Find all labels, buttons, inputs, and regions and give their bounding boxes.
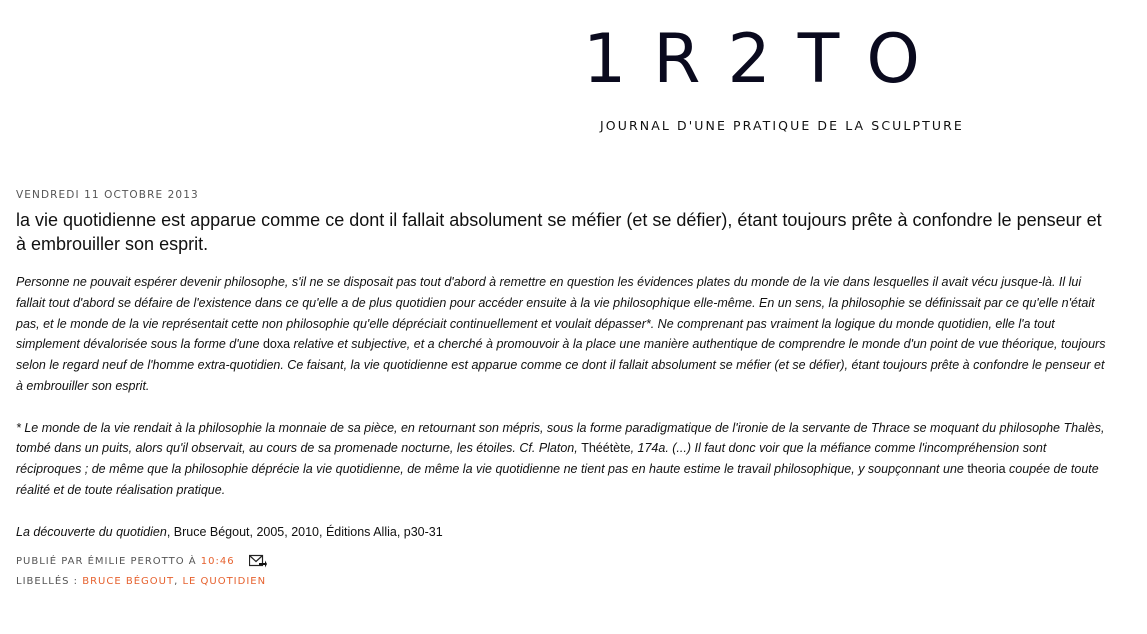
paragraph-spacer: [16, 397, 1111, 418]
labels-prefix: LIBELLÉS :: [16, 576, 83, 588]
theetete-term: Théétète: [581, 441, 631, 456]
source-book-title: La découverte du quotidien: [16, 524, 167, 539]
paragraph-text: Personne ne pouvait espérer devenir philosophe, s'il ne se disposait pas tout d'abord à remettre en question les évidences plates du monde de la vie dans lesquelles il avait vécu jusque-là. Il lui fallait tout d'abord se défaire de l'existence dans ce qu'elle a de plus quotidien pour accéder ensuite à la vie philosophique elle-même. En un sens, la philosophie se définissait par ce qu'elle n'était pas, et le monde de la vie représentait cette non philosophie qu'elle dépréciait continuellement et voulait dépasser*. Ne comprenant pas vraiment la logique du monde quotidien, elle l'a tout simplement dévalorisée sous la forme d'une: [16, 275, 1095, 352]
footnote-text: coupée de toute réalité et de toute réalisation pratique.: [16, 462, 1099, 497]
post-footer: [16, 552, 1111, 592]
footnote-paragraph: [16, 418, 1111, 501]
post-title: la vie quotidienne est apparue comme ce dont il fallait absolument se méfier (et se défier), étant toujours prête à confondre le penseur et à embrouiller son esprit.: [16, 210, 1102, 254]
doxa-term: doxa: [262, 337, 291, 352]
email-icon-svg: [249, 554, 267, 568]
footnote-text: , 174a. (...) Il faut donc voir que la méfiance comme l'incompréhension sont réciproques ; de même que la philosophie déprécie la vie quotidienne, de même la vie quotidienne ne tient pas en haute estime le travail philosophique, y soupçonnant une: [16, 441, 1047, 477]
blog-description: JOURNAL D'UNE PRATIQUE DE LA SCULPTURE: [600, 118, 964, 133]
label-link-bruce-begout[interactable]: BRUCE BÉGOUT: [82, 576, 175, 588]
post-author-line: [16, 552, 1111, 572]
published-by-label: PUBLIÉ PAR ÉMILIE PEROTTO À: [16, 556, 201, 568]
post-paragraph: [16, 272, 1111, 397]
email-post-icon[interactable]: [249, 554, 267, 568]
post-date: VENDREDI 11 OCTOBRE 2013: [16, 189, 199, 201]
source-citation: [16, 522, 1111, 543]
post-body: [16, 272, 1111, 542]
post-timestamp-link[interactable]: 10:46: [200, 556, 235, 568]
theoria-term: theoria: [967, 462, 1006, 477]
labels-separator: ,: [174, 576, 183, 588]
source-details: , Bruce Bégout, 2005, 2010, Éditions Allia, p30-31: [166, 524, 443, 539]
post-labels-line: [16, 572, 1111, 592]
footnote-text: * Le monde de la vie rendait à la philosophie la monnaie de sa pièce, en retournant son mépris, sous la forme paradigmatique de l'ironie de la servante de Thrace se moquant du philosophe Thalès, tombé dans un puits, alors qu'il observait, au cours de sa promenade nocturne, les étoiles. Cf. Platon,: [16, 420, 1105, 456]
paragraph-text: relative et subjective, et a cherché à promouvoir à la place une manière authentique de comprendre le monde d'un point de vue théorique, toujours selon le regard neuf de l'homme extra-quotidien. Ce faisant, la vie quotidienne est apparue comme ce dont il fallait absolument se méfier (et se défier), étant toujours prête à confondre le penseur et à embrouiller son esprit.: [16, 337, 1106, 393]
paragraph-spacer: [16, 501, 1111, 522]
blog-title-link[interactable]: 1R2TO: [583, 20, 947, 99]
blog-header: [0, 0, 1147, 150]
label-link-le-quotidien[interactable]: LE QUOTIDIEN: [182, 576, 267, 588]
blog-post: [16, 186, 1111, 592]
